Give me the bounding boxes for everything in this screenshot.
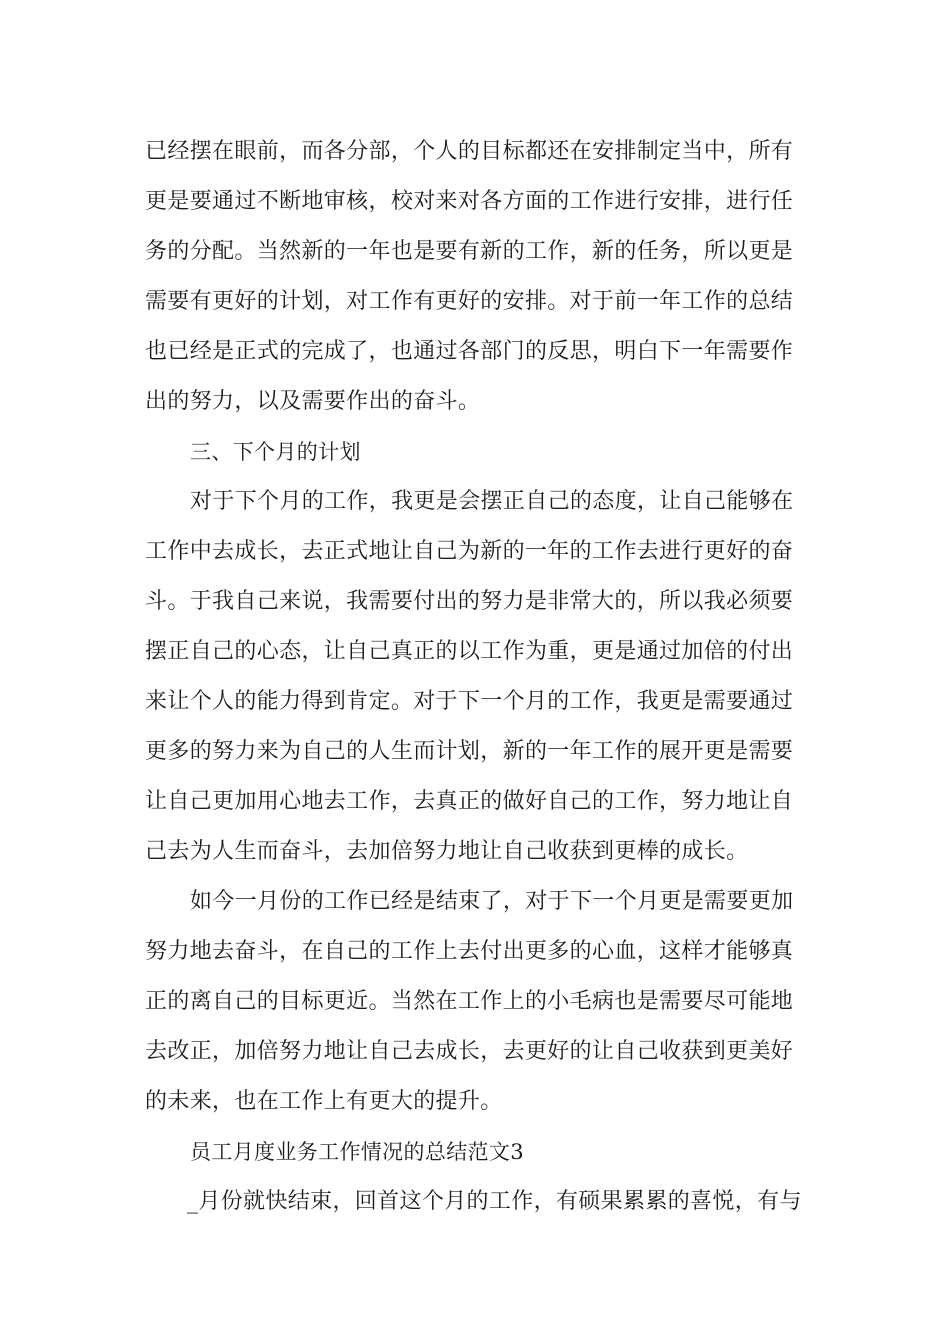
text-line: 的未来，也在工作上有更大的提升。	[145, 1089, 503, 1114]
text-line: 己去为人生而奋斗，去加倍努力地让自己收获到更棒的成长。	[145, 839, 749, 864]
text-line: 如今一月份的工作已经是结束了，对于下一个月更是需要更加	[190, 889, 794, 914]
text-line: 已经摆在眼前，而各分部，个人的目标都还在安排制定当中，所有	[145, 139, 794, 164]
text-line: 更多的努力来为自己的人生而计划，新的一年工作的展开更是需要	[145, 739, 794, 764]
text-line: 去改正，加倍努力地让自己去成长，去更好的让自己收获到更美好	[145, 1039, 794, 1064]
text-line: _月份就快结束，回首这个月的工作，有硕果累累的喜悦，有与	[187, 1189, 802, 1214]
text-line: 务的分配。当然新的一年也是要有新的工作，新的任务，所以更是	[145, 239, 794, 264]
text-line: 也已经是正式的完成了，也通过各部门的反思，明白下一年需要作	[145, 339, 794, 364]
text-line: 对于下个月的工作，我更是会摆正自己的态度，让自己能够在	[190, 489, 794, 514]
text-line: 斗。于我自己来说，我需要付出的努力是非常大的，所以我必须要	[145, 589, 794, 614]
text-line: 出的努力，以及需要作出的奋斗。	[145, 389, 481, 414]
section-heading: 三、下个月的计划	[190, 440, 361, 464]
section-heading: 员工月度业务工作情况的总结范文3	[190, 1140, 524, 1164]
text-line: 来让个人的能力得到肯定。对于下一个月的工作，我更是需要通过	[145, 689, 794, 714]
text-line: 正的离自己的目标更近。当然在工作上的小毛病也是需要尽可能地	[145, 989, 794, 1014]
text-line: 工作中去成长，去正式地让自己为新的一年的工作去进行更好的奋	[145, 539, 794, 564]
text-line: 更是要通过不断地审核，校对来对各方面的工作进行安排，进行任	[145, 189, 794, 214]
text-line: 摆正自己的心态，让自己真正的以工作为重，更是通过加倍的付出	[145, 639, 794, 664]
text-line: 让自己更加用心地去工作，去真正的做好自己的工作，努力地让自	[145, 789, 794, 814]
text-line: 需要有更好的计划，对工作有更好的安排。对于前一年工作的总结	[145, 289, 794, 314]
text-line: 努力地去奋斗，在自己的工作上去付出更多的心血，这样才能够真	[145, 939, 794, 964]
